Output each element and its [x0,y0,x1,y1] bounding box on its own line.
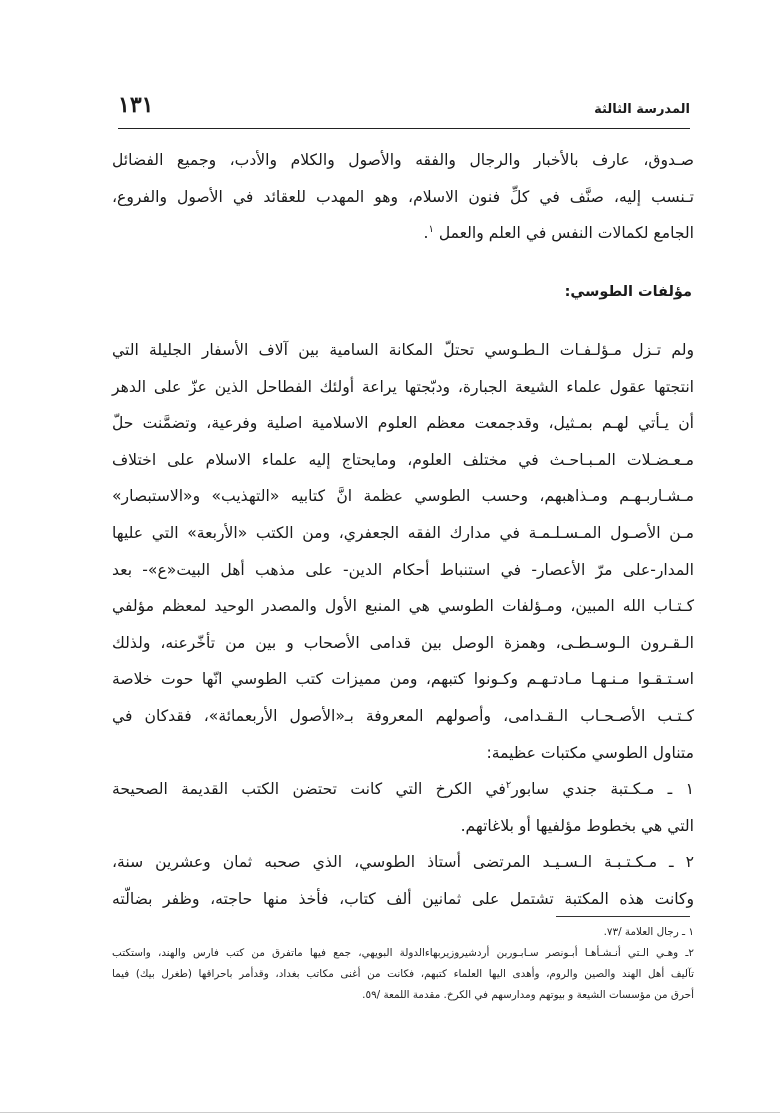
footnote-2: تآليف أهل الهند والصين والروم، وأهدى اليها العلماء كتبهم، فكانت من أغنى مكاتب بغداد، وقدأمر باحراقها (طغرل بيك) فيما [112,968,694,980]
page-header [118,92,690,126]
text-line: كـتـاب الله المبين، ومـؤلفات الطوسي هي المنبع الأول والمصدر الوحيد لمعظم مؤلفي [112,597,694,616]
text-line: كـتـب الأصـحـاب الـقـدامى، وأصولهم المعروفة بـ«الأصول الأربعمائة»، فقدكان في [112,706,694,725]
text-line: ولم تـزل مـؤلـفـات الـطـوسي تحتلّ المكانة السامية بين آلاف الأسفار الجليلة التي [112,341,694,359]
text-line: مـشـاربـهـم ومـذاهبهم، وحسب الطوسي عظمة انَّ كتابيه «التهذيب» و«الاستبصار» [112,487,694,506]
text-line: الـقـرون الـوسـطـى، وهمزة الوصل بين قدامى الأصحاب و بين من تأخّرعنه، ولذلك [112,633,694,652]
text-line: انتجتها عقول علماء الشيعة الجبارة، ودبّجتها يراعة أولئك الفطاحل الذين عزّ على الدهر [112,377,694,396]
header-rule [118,128,690,129]
text-line: المدار-على مرّ الأعصار- في استنباط أحكام الدين- على مذهب أهل البيت«ع»- بعد [112,560,694,579]
scan-edge [0,1112,780,1113]
text-line: التي هي بخطوط مؤلفيها أو بلاغاتهم. [460,816,694,835]
text-line-content: الجامع لكمالات النفس في العلم والعمل [438,224,694,243]
text-line: مـعـضـلات المـبـاحـث في مختلف العلوم، ومايحتاج إليه علماء الاسلام على اختلاف [112,450,694,469]
footnote-ref: ١ [428,224,434,235]
footnote-ref: ٢ [505,779,512,791]
text-line: اسـتـقـوا مـنـهـا مـادتـهـم وكـونوا كتبهم، ومن مميزات كتب الطوسي انّها حوت خلاصة [112,670,694,689]
text-line: تـنسب إليه، صنَّف في كلِّ فنون الاسلام، وهو المهدب للعقائد في الأصول والفروع، [112,187,694,206]
text-line: متناول الطوسي مكتبات عظيمة: [486,743,694,762]
page-number: ١٣١ [118,92,154,118]
footnotes [112,922,694,1006]
section-heading: مؤلفات الطوسي: [564,284,692,300]
text-line: وكانت هذه المكتبة تشتمل على ثمانين ألف كتاب، فأخذ منها حاجته، وظفر بضالّته [112,889,694,908]
paragraph-intro [112,142,694,252]
footnote-rule [556,916,690,917]
text-line: أن يـأتي لهـم بمـثيل، وقدجمعت معظم العلوم الاسلامية اصلية وفرعية، وتضمَّنت حلّ [112,414,694,433]
text-line: صـدوق، عارف بالأخبار والرجال والفقه والأصول والكلام والأدب، وجميع الفضائل [112,151,694,169]
list-item-2: ٢ ـ مـكـتـبـة الـسـيـد المرتضى أستاذ الطوسي، الذي صحبه ثمان وعشرين سنة، [112,853,694,872]
footnote-2: أحرق من مؤسسات الشيعة و بيوتهم ومدارسهم في الكرخ. مقدمة اللمعة /٥٩. [362,989,694,1001]
sentence-end: . [423,224,429,243]
footnote-1: ١ ـ رجال العلامة /٧٣. [603,926,694,938]
text-line [112,215,694,252]
list-item-1 [112,771,694,808]
running-head: المدرسة الثالثة [594,102,690,117]
footnote-2: ٢ـ وهـي الـتي أنـشـأهـا أبـونصر سـابـوربن أردشيروزيربهاءالدولة البويهي، جمع فيها ماتفرق من كتب فارس والهند، واستكتب [112,947,694,959]
paragraph-main [112,332,694,918]
text-line: مـن الأصـول المـسـلـمـة في مدارك الفقه الجعفري، ومن الكتب «الأربعة» التي عليها [112,523,694,542]
list-item-text: في الكرخ التي كانت تحتضن الكتب القديمة الصحيحة [112,780,506,799]
list-item-text: ١ ـ مـكـتبة جندي سابور [511,780,694,799]
